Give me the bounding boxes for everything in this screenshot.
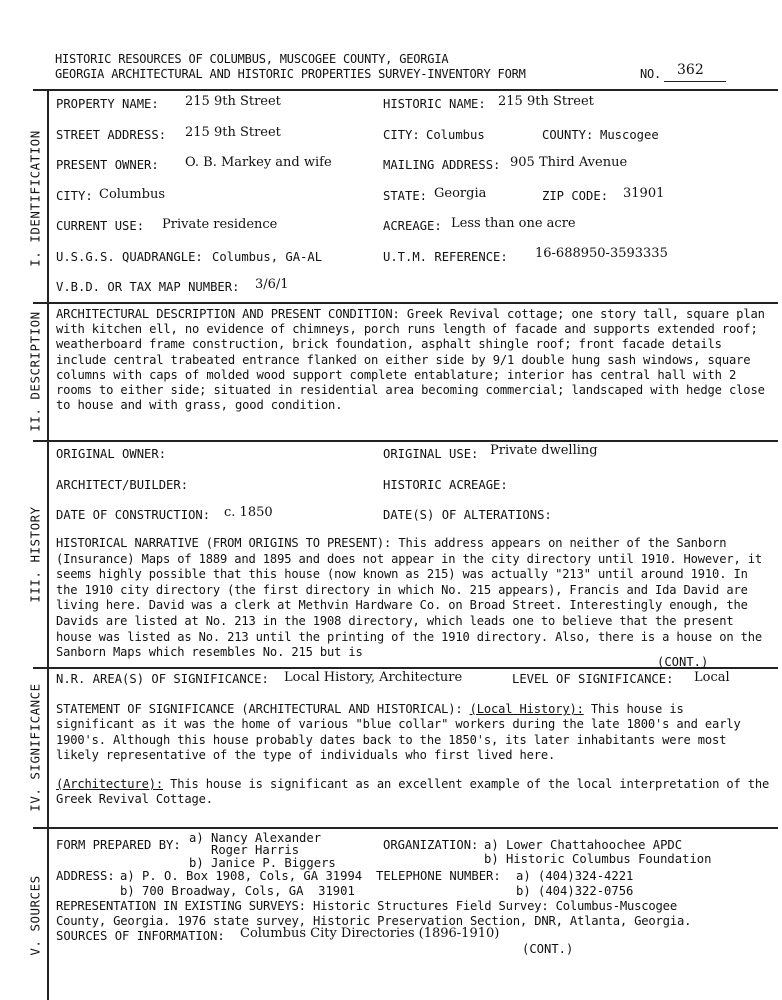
- significance-statement-architecture: (Architecture): This house is significant as an excellent example of the local interpretation of the Greek Revival Cottage.: [56, 777, 770, 807]
- street-address-label: STREET ADDRESS:: [56, 128, 167, 142]
- construction-date-value: c. 1850: [224, 505, 273, 520]
- preparer-b: b) Janice P. Biggers: [189, 856, 336, 870]
- organization-label: ORGANIZATION:: [383, 838, 479, 852]
- construction-date-label: DATE OF CONSTRUCTION:: [56, 508, 211, 522]
- telephone-b: b) (404)322-0756: [516, 884, 634, 898]
- preparer-a: a) Nancy Alexander: [189, 831, 322, 845]
- acreage-value: Less than one acre: [451, 216, 576, 231]
- form-title-line1: HISTORIC RESOURCES OF COLUMBUS, MUSCOGEE COUNTY, GEORGIA: [55, 52, 449, 66]
- county-value: Muscogee: [600, 128, 659, 142]
- form-prepared-label: FORM PREPARED BY:: [56, 838, 181, 852]
- level-value: Local: [694, 670, 730, 685]
- original-use-value: Private dwelling: [490, 443, 598, 458]
- section-label-description: II. DESCRIPTION: [27, 310, 43, 432]
- street-address-value: 215 9th Street: [185, 125, 281, 140]
- organization-a: a) Lower Chattahoochee APDC: [484, 838, 683, 852]
- telephone-a: a) (404)324-4221: [516, 869, 634, 883]
- representation-line2: County, Georgia. 1976 state survey, Historic Preservation Section, DNR, Atlanta, Georgia.: [56, 914, 692, 928]
- preparer-a2: Roger Harris: [211, 843, 300, 857]
- significance-statement-local-history: STATEMENT OF SIGNIFICANCE (ARCHITECTURAL AND HISTORICAL): (Local History): This house is significant as it was the home of various "blue collar" workers during the late 1800's and early 1900's. Although this house probably dates back to the 1850's, its later inhabitants were most likely representative of the type of individuals who first lived here.: [56, 702, 741, 763]
- address-b: b) 700 Broadway, Cols, GA 31901: [120, 884, 355, 898]
- alterations-label: DATE(S) OF ALTERATIONS:: [383, 508, 552, 522]
- zip-code-value: 31901: [623, 186, 665, 201]
- form-number-value: 362: [677, 62, 704, 78]
- acreage-label: ACREAGE:: [383, 219, 442, 233]
- historic-acreage-label: HISTORIC ACREAGE:: [383, 478, 508, 492]
- section-label-identification: I. IDENTIFICATION: [27, 129, 43, 267]
- sources-info-value: Columbus City Directories (1896-1910): [240, 926, 500, 941]
- mailing-address-value: 905 Third Avenue: [510, 155, 628, 170]
- utm-reference-value: 16-688950-3593335: [535, 246, 668, 261]
- section-label-sources: V. SOURCES: [27, 874, 43, 956]
- property-name-label: PROPERTY NAME:: [56, 97, 159, 111]
- county-label: COUNTY:: [542, 128, 594, 142]
- form-number-label: NO.: [640, 67, 662, 81]
- section-divider-4: [33, 827, 778, 829]
- owner-city-label: CITY:: [56, 189, 93, 203]
- section-label-significance: IV. SIGNIFICANCE: [27, 682, 43, 812]
- nr-areas-value: Local History, Architecture: [284, 670, 463, 685]
- history-continued-note: (CONT.): [657, 655, 709, 669]
- architectural-description: ARCHITECTURAL DESCRIPTION AND PRESENT CONDITION: Greek Revival cottage; one story tall, square plan with kitchen ell, no evidence of chimneys, porch runs length of facade and supports extended roof; weatherboard frame construction, brick foundation, asphalt shingle roof; front facade details include central trabeated entrance flanked on either side by 9/1 double hung sash windows, square columns with caps of molded wood support complete entablature; interior has central hall with 2 rooms to either side; situated in residential area becoming commercial; landscaped with hedge close to house and with grass, good condition.: [56, 307, 765, 413]
- tax-map-label: V.B.D. OR TAX MAP NUMBER:: [56, 280, 240, 294]
- present-owner-label: PRESENT OWNER:: [56, 158, 159, 172]
- address-label: ADDRESS:: [56, 869, 115, 883]
- original-use-label: ORIGINAL USE:: [383, 447, 479, 461]
- city-value: Columbus: [426, 128, 485, 142]
- sources-continued-note: (CONT.): [522, 942, 574, 956]
- utm-reference-label: U.T.M. REFERENCE:: [383, 250, 508, 264]
- historic-name-value: 215 9th Street: [498, 94, 594, 109]
- original-owner-label: ORIGINAL OWNER:: [56, 447, 167, 461]
- section-divider-2: [33, 440, 778, 442]
- historical-narrative: HISTORICAL NARRATIVE (FROM ORIGINS TO PRESENT): This address appears on neither of the Sanborn (Insurance) Maps of 1889 and 1895 and does not appear in the city directory until 1910. However, it seems highly possible that this house (now known as 215) was actually "213" until around 1910. In the 1910 city directory (the first directory in which No. 215 appears), Francis and Ida David are living here. David was a clerk at Methvin Hardware Co. on Broad Street. Interestingly enough, the Davids are listed at No. 213 in the 1908 directory, which leads one to believe that the present house was listed as No. 213 until the printing of the 1910 directory. Also, there is a house on the Sanborn Maps which resembles No. 215 but is: [56, 536, 762, 660]
- owner-city-value: Columbus: [99, 187, 165, 202]
- frame-left-rule: [47, 89, 49, 1000]
- telephone-label: TELEPHONE NUMBER:: [376, 869, 501, 883]
- state-value: Georgia: [434, 186, 487, 201]
- organization-b: b) Historic Columbus Foundation: [484, 852, 712, 866]
- section-label-history: III. HISTORY: [27, 505, 43, 603]
- tax-map-value: 3/6/1: [255, 277, 289, 292]
- state-label: STATE:: [383, 189, 428, 203]
- usgs-quadrangle-label: U.S.G.S. QUADRANGLE:: [56, 250, 203, 264]
- current-use-value: Private residence: [162, 217, 278, 232]
- historic-name-label: HISTORIC NAME:: [383, 97, 486, 111]
- form-number-underline: [664, 81, 726, 82]
- architect-builder-label: ARCHITECT/BUILDER:: [56, 478, 189, 492]
- present-owner-value: O. B. Markey and wife: [185, 155, 332, 170]
- frame-top-rule: [33, 89, 778, 91]
- current-use-label: CURRENT USE:: [56, 219, 145, 233]
- form-title-line2: GEORGIA ARCHITECTURAL AND HISTORIC PROPERTIES SURVEY-INVENTORY FORM: [55, 67, 526, 81]
- sources-info-label: SOURCES OF INFORMATION:: [56, 929, 225, 943]
- zip-code-label: ZIP CODE:: [542, 189, 609, 203]
- section-divider-1: [33, 302, 778, 304]
- representation-line1: REPRESENTATION IN EXISTING SURVEYS: Historic Structures Field Survey: Columbus-Muscogee: [56, 899, 677, 913]
- level-label: LEVEL OF SIGNIFICANCE:: [512, 672, 674, 686]
- nr-areas-label: N.R. AREA(S) OF SIGNIFICANCE:: [56, 672, 269, 686]
- property-name-value: 215 9th Street: [185, 94, 281, 109]
- city-label: CITY:: [383, 128, 420, 142]
- address-a: a) P. O. Box 1908, Cols, GA 31994: [120, 869, 363, 883]
- mailing-address-label: MAILING ADDRESS:: [383, 158, 501, 172]
- usgs-quadrangle-value: Columbus, GA-AL: [212, 250, 323, 264]
